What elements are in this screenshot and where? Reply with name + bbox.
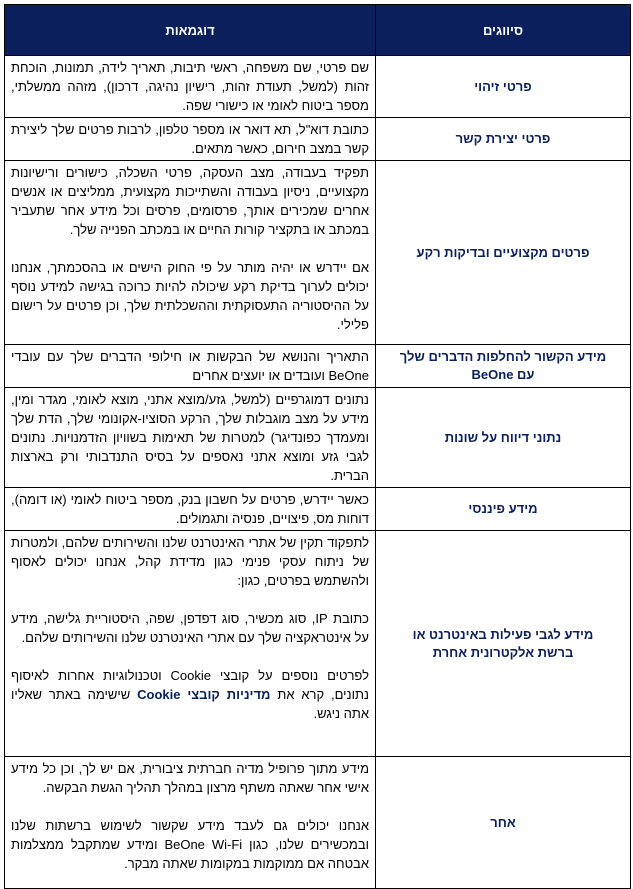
category-cell: פרטי יצירת קשר xyxy=(376,118,631,161)
category-line: מידע לגבי פעילות באינטרנט או xyxy=(412,626,594,642)
examples-cell xyxy=(5,531,376,757)
table-row xyxy=(5,488,631,531)
category-line: מידע הקשור להחלפות הדברים שלך xyxy=(399,349,607,364)
examples-cell: כאשר יידרש, פרטים על חשבון בנק, מספר ביטוח לאומי (או דומה), דוחות מס, פיצויים, פנסיה ותגמולים. xyxy=(5,488,376,531)
cookie-policy-link[interactable]: מדיניות קובצי Cookie xyxy=(137,687,271,702)
examples-cell: שם פרטי, שם משפחה, ראשי תיבות, תאריך לידה, תמונות, הוכחת זהות (למשל, תעודת זהות, רישיון נהיגה, דרכון), מזהה ממשלתי, מספר ביטוח לאומי או כישורי שפה. xyxy=(5,56,376,118)
examples-text: שישימה באתר שאליו אתה ניגש. xyxy=(11,687,369,721)
category-cell xyxy=(376,345,631,388)
table-row xyxy=(5,56,631,118)
category-cell: פרטים מקצועיים ובדיקות רקע xyxy=(376,161,631,345)
category-cell: מידע פיננסי xyxy=(376,488,631,531)
header-categories: סיווגים xyxy=(376,5,631,56)
table-row xyxy=(5,345,631,388)
examples-cell: התאריך והנושא של הבקשות או חילופי הדברים שלך עם עובדי BeOne ועובדים או יועצים אחרים xyxy=(5,345,376,388)
examples-paragraph: אם יידרש או יהיה מותר על פי החוק הישים או בהסכמתך, אנחנו יכולים לערוך בדיקת רקע שיכולה להיות כרוכה בגישה למידע נוסף על ההיסטוריה התעסוקתית וההשכלתית שלך, וכן פרטים על רישום פלילי. xyxy=(11,260,369,332)
examples-cell xyxy=(5,757,376,889)
category-line: ברשת אלקטרונית אחרת xyxy=(432,644,574,660)
header-examples: דוגמאות xyxy=(5,5,376,56)
examples-paragraph: כתובת IP, סוג מכשיר, סוג דפדפן, שפה, היסטוריית גלישה, מידע על אינטראקציה שלך עם אתרי האינטרנט שלנו והשירותים שלהם. xyxy=(11,611,369,645)
examples-paragraph: תפקיד בעבודה, מצב העסקה, פרטי השכלה, כישורים ורישיונות מקצועיים, ניסיון בעבודה והשתייכות מקצועית, ממליצים או אנשים אחרים שמכירים אותך, פרסומים, פרסים וכל מידע אחר שתעביר במכתב או בתקציר קורות החיים או במכתב הפנייה שלך. xyxy=(11,165,369,237)
examples-cell: נתונים דמוגרפיים (למשל, גזע/מוצא אתני, מוצא לאומי, מגדר ומין, מידע על מצב מוגבלות שלך, הרקע הסוציו-אקונומי שלך, הדת שלך ומעמדך כפונדיגר) למטרות של תאימות בשוויון הזדמנויות. נתונים לגבי גזע ומוצא אתני נאספים על בסיס התנדבותי ורק בארצות הברית. xyxy=(5,388,376,488)
category-cell: נתוני דיווח על שונות xyxy=(376,388,631,488)
category-cell xyxy=(376,531,631,757)
table-row xyxy=(5,388,631,488)
table-row xyxy=(5,161,631,345)
personal-data-categories-table xyxy=(4,4,631,889)
examples-paragraph: לתפקוד תקין של אתרי האינטרנט שלנו והשירותים שלהם, ולמטרות של ניתוח עסקי פנימי כגון מדידת קהל, אנחנו יכולים לאסוף ולהשתמש בפרטים, כגון: xyxy=(11,535,369,588)
examples-cell: כתובת דוא"ל, תא דואר או מספר טלפון, לרבות פרטים שלך ליצירת קשר במצב חירום, כאשר מתאים. xyxy=(5,118,376,161)
category-cell: אחר xyxy=(376,757,631,889)
table-row xyxy=(5,757,631,889)
category-cell: פרטי זיהוי xyxy=(376,56,631,118)
examples-text: לפרטים נוספים על קובצי Cookie וטכנולוגיות אחרות לאיסוף נתונים, קרא את xyxy=(11,668,369,702)
examples-cell xyxy=(5,161,376,345)
table-row xyxy=(5,531,631,757)
examples-paragraph: מידע מתוך פרופיל מדיה חברתית ציבורית, אם יש לך, וכן כל מידע אישי אחר שאתה משתף מרצון במהלך תהליך הגשת הבקשה. xyxy=(11,761,369,795)
examples-paragraph: אנחנו יכולים גם לעבד מידע שקשור לשימוש ברשתות שלנו ובמכשירים שלנו, כגון BeOne Wi-Fi ומידע שמתקבל ממצלמות אבטחה אם ממוקמות במקומות שאתה מבקר. xyxy=(11,818,369,871)
table-row xyxy=(5,118,631,161)
table-header-row xyxy=(5,5,631,56)
examples-paragraph xyxy=(11,666,369,723)
category-line: עם BeOne xyxy=(471,367,535,382)
